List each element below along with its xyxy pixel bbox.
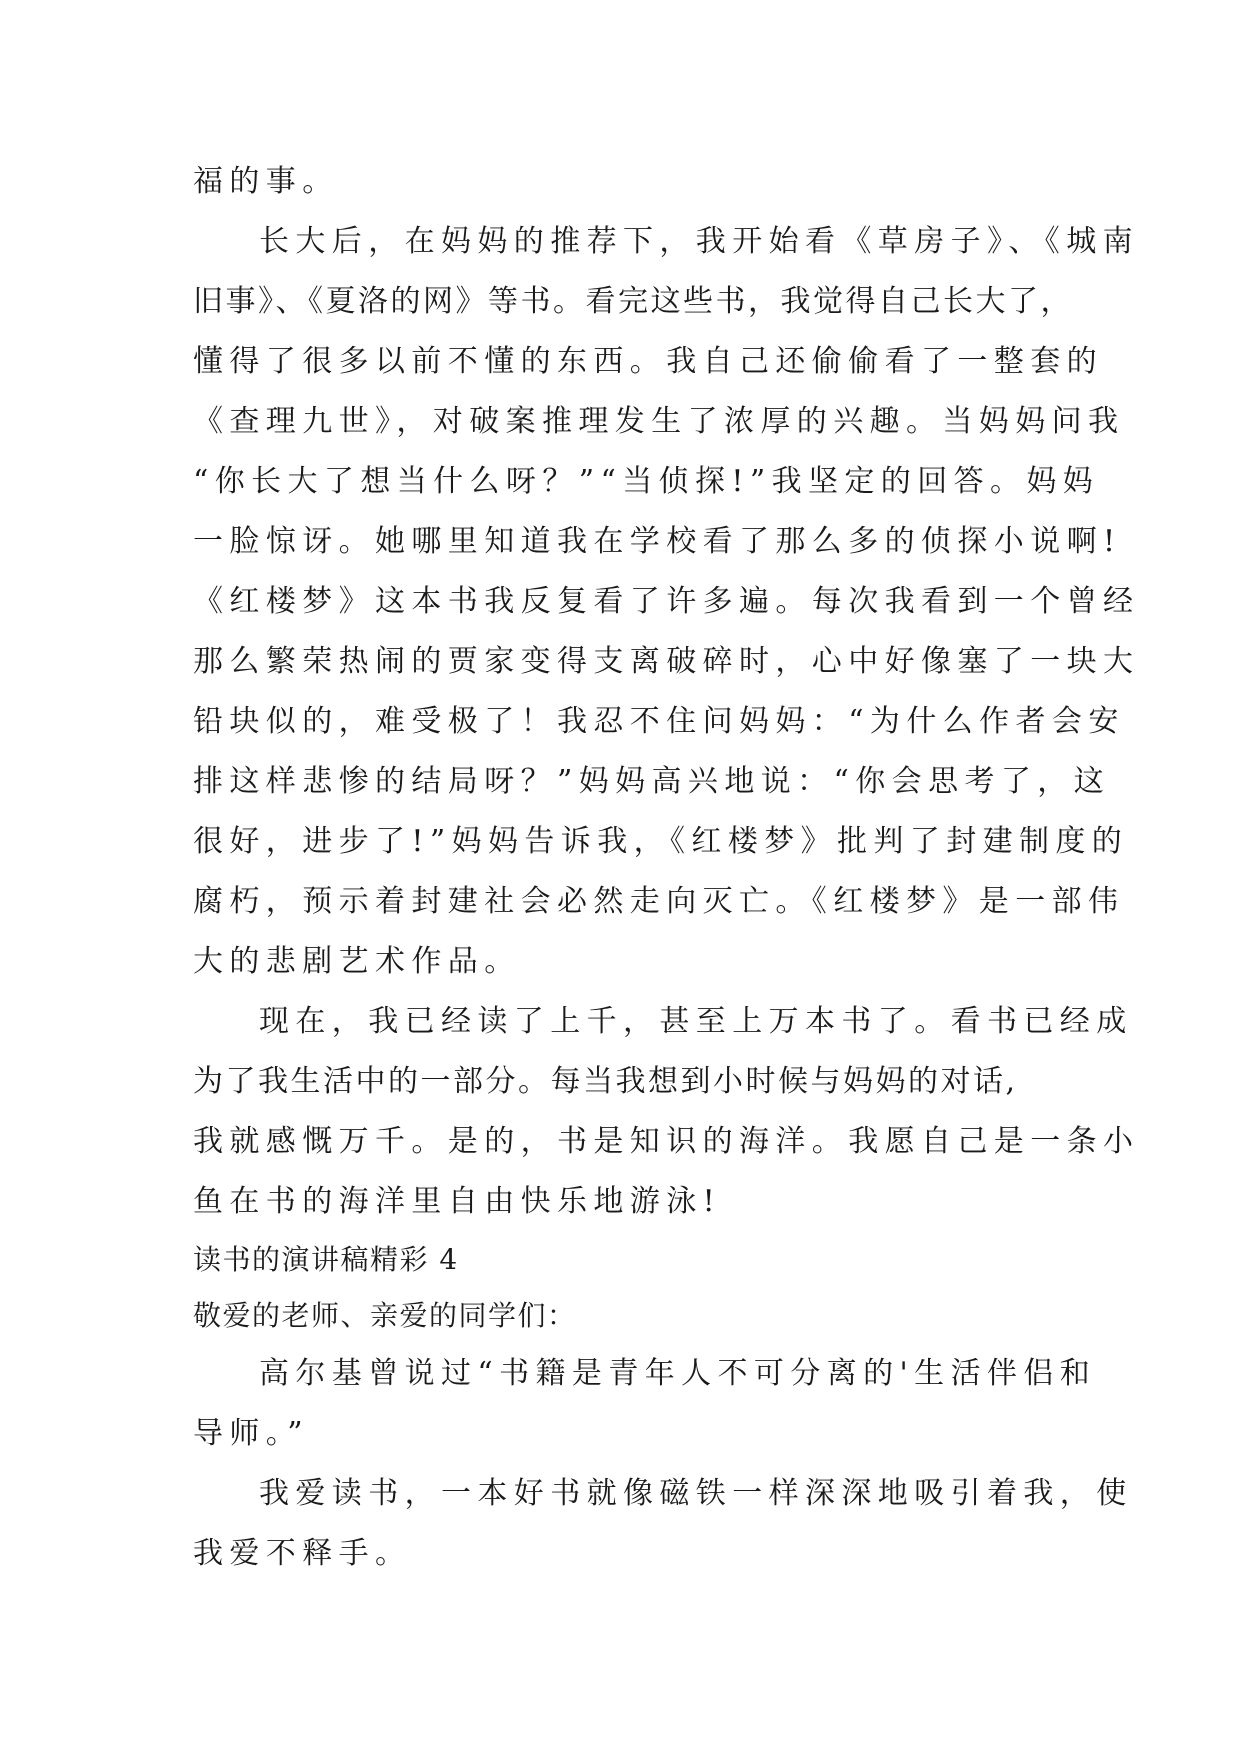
text-line: 大的悲剧艺术作品。 xyxy=(193,944,521,979)
text-line: “你长大了想当什么呀？”“当侦探!”我坚定的回答。妈妈 xyxy=(193,464,1100,499)
paragraph-start-line: 高尔基曾说过“书籍是青年人不可分离的'生活伴侣和 xyxy=(259,1356,1097,1391)
text-line: 鱼在书的海洋里自由快乐地游泳! xyxy=(193,1184,722,1219)
document-page xyxy=(193,152,1140,1584)
text-line: 《查理九世》，对破案推理发生了浓厚的兴趣。当妈妈问我 xyxy=(193,404,1125,439)
section-title: 读书的演讲稿精彩 4 xyxy=(193,1243,459,1276)
text-line: 排这样悲惨的结局呀？”妈妈高兴地说：“你会思考了，这 xyxy=(193,764,1111,799)
paragraph-start-line: 我爱读书，一本好书就像磁铁一样深深地吸引着我，使 xyxy=(259,1476,1133,1511)
text-line: 铅块似的，难受极了！我忍不住问妈妈：“为什么作者会安 xyxy=(193,704,1125,739)
greeting: 敬爱的老师、亲爱的同学们： xyxy=(193,1299,577,1332)
text-line: 那么繁荣热闹的贾家变得支离破碎时，心中好像塞了一块大 xyxy=(193,644,1140,679)
text-line: 旧事》、《夏洛的网》等书。看完这些书，我觉得自己长大了， xyxy=(193,284,1073,319)
text-line: 福的事。 xyxy=(193,164,339,199)
text-line: 一脸惊讶。她哪里知道我在学校看了那么多的侦探小说啊! xyxy=(193,524,1122,559)
text-line: 为了我生活中的一部分。每当我想到小时候与妈妈的对话, xyxy=(193,1064,1018,1099)
text-line: 我就感慨万千。是的，书是知识的海洋。我愿自己是一条小 xyxy=(193,1124,1140,1159)
paragraph-start-line: 长大后，在妈妈的推荐下，我开始看《草房子》、《城南 xyxy=(259,224,1139,259)
text-line: 腐朽，预示着封建社会必然走向灭亡。《红楼梦》是一部伟 xyxy=(193,884,1125,919)
text-line: 懂得了很多以前不懂的东西。我自己还偷偷看了一整套的 xyxy=(193,344,1103,379)
text-line: 导师。” xyxy=(193,1416,309,1451)
text-line: 《红楼梦》这本书我反复看了许多遍。每次我看到一个曾经 xyxy=(193,584,1140,619)
text-line: 我爱不释手。 xyxy=(193,1536,412,1571)
text-line: 很好，进步了!”妈妈告诉我，《红楼梦》批判了封建制度的 xyxy=(193,824,1129,859)
paragraph-start-line: 现在，我已经读了上千，甚至上万本书了。看书已经成 xyxy=(259,1004,1133,1039)
